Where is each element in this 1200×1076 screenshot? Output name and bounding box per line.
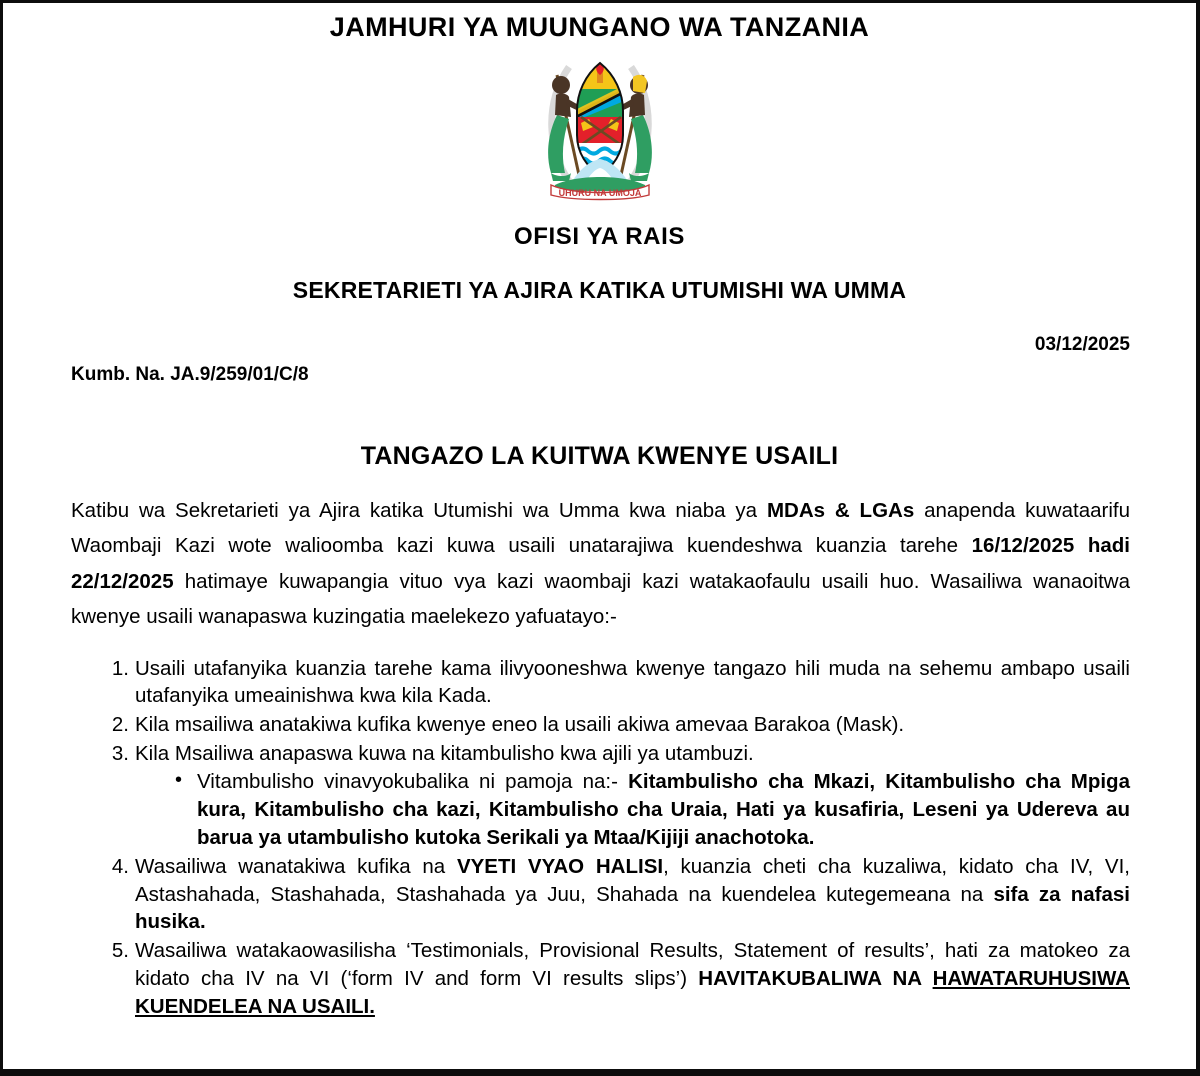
sub-item-id-types: Kitambulisho cha Mkazi, Kitambulisho cha Mpiga kura, Kitambulisho cha kazi, Kitambulisho cha Uraia, Hati ya kusafiria, Leseni ya Udereva au barua ya utambulisho kutoka Serikali ya Mtaa/Kijiji anachotoka. xyxy=(197,770,1130,849)
list-item-2 xyxy=(105,711,1130,739)
page-title: TANGAZO LA KUITWA KWENYE USAILI xyxy=(360,441,839,470)
intro-paragraph xyxy=(71,493,1130,635)
list-item-4 xyxy=(105,853,1130,937)
list-item-5-text-1: Wasailiwa watakaowasilisha ‘Testimonials, Provisional Results, Statement of results’, hati za matokeo za kidato cha IV na VI (‘form IV and form VI results slips’) xyxy=(135,939,1130,991)
document-date: 03/12/2025 xyxy=(1034,333,1130,355)
intro-bold-mdas-lgas: MDAs & LGAs xyxy=(766,498,915,522)
intro-text-3 xyxy=(1074,534,1088,557)
list-item-4-bold-certificates: VYETI VYAO HALISI xyxy=(456,854,664,878)
list-item-5 xyxy=(105,937,1130,1021)
instructions-list xyxy=(71,655,1130,1021)
list-item-5-bold-underline-warning: HAWATARUHUSIWA KUENDELEA NA USAILI. xyxy=(135,967,1130,1018)
intro-text-5: hatimaye kuwapangia vituo vya kazi waombaji kazi watakaofaulu usaili huo. Wasailiwa wanaoitwa kwenye usaili wanapaswa kuzingatia maelekezo yafuatayo:- xyxy=(71,569,1130,629)
list-item-4-bold-qualifications: sifa za nafasi husika. xyxy=(135,882,1130,934)
accepted-ids-sublist xyxy=(135,768,1130,852)
list-item-1 xyxy=(105,655,1130,711)
department-title: SEKRETARIETI YA AJIRA KATIKA UTUMISHI WA UMMA xyxy=(292,276,907,303)
list-item-4-text-1: Wasailiwa wanatakiwa kufika na xyxy=(135,854,457,878)
sub-list-item-1 xyxy=(175,768,1130,852)
intro-bold-hadi: hadi xyxy=(1087,534,1130,558)
intro-text-2: anapenda kuwataarifu Waombaji Kazi wote walioomba kazi kuwa usaili unatarajiwa kuendeshwa kuanzia tarehe xyxy=(71,498,1130,558)
intro-text-1: Katibu wa Sekretarieti ya Ajira katika Utumishi wa Umma kwa niaba ya xyxy=(71,498,767,522)
office-title: OFISI YA RAIS xyxy=(514,222,685,250)
sub-item-intro: Vitambulisho vinavyokubalika ni pamoja na:- xyxy=(197,770,629,793)
reference-number: Kumb. Na. JA.9/259/01/C/8 xyxy=(71,363,309,385)
list-item-1-text: Usaili utafanyika kuanzia tarehe kama ilivyooneshwa kwenye tangazo hili muda na sehemu ambapo usaili utafanyika umeainishwa kwa kila Kada. xyxy=(135,656,1130,708)
emblem-motto: UHURU NA UMOJA xyxy=(558,187,641,198)
intro-bold-end-date: 22/12/2025 xyxy=(71,569,174,593)
list-item-5-bold-warning: HAVITAKUBALIWA NA xyxy=(698,967,933,991)
tanzania-coat-of-arms-icon xyxy=(511,49,689,201)
emblem-container xyxy=(3,49,1196,201)
list-item-3 xyxy=(105,740,1130,852)
list-item-2-text: Kila msailiwa anatakiwa kufika kwenye eneo la usaili akiwa amevaa Barakoa (Mask). xyxy=(135,713,905,737)
intro-bold-start-date: 16/12/2025 xyxy=(971,534,1075,558)
list-item-3-text: Kila Msailiwa anapaswa kuwa na kitambulisho kwa ajili ya utambuzi. xyxy=(135,742,754,766)
country-title: JAMHURI YA MUUNGANO WA TANZANIA xyxy=(329,12,870,42)
list-item-4-text-2: , kuanzia cheti cha kuzaliwa, kidato cha IV, VI, Astashahada, Stashahada, Stashahada ya Juu, Shahada na kuendelea kutegemeana na xyxy=(135,854,1130,906)
